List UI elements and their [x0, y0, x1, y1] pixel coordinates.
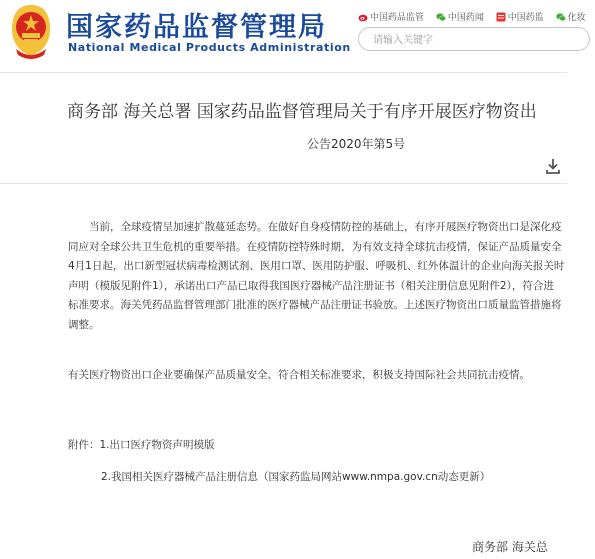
- top-links: [358, 10, 595, 23]
- link-cosmetics[interactable]: [556, 10, 586, 23]
- link-label: 中国药闻: [447, 13, 484, 23]
- link-toutiao[interactable]: [496, 10, 544, 23]
- search-input[interactable]: [371, 31, 575, 49]
- paragraph-line: 同应对全球公共卫生危机的重要举措。在疫情防控特殊时期，为有效支持全球抗击疫情，保证产品质量安全: [68, 240, 562, 253]
- header-divider: [0, 72, 567, 73]
- wechat-icon: [556, 12, 566, 22]
- national-emblem-icon: [8, 3, 54, 61]
- site-header: [0, 0, 586, 66]
- attachment-2: 2.我国相关医疗器械产品注册信息（国家药监局网站www.nmpa.gov.cn动态更新）: [101, 471, 491, 483]
- signature: 商务部 海关总: [472, 540, 548, 554]
- paragraph-line: 标准要求。海关凭药品监督管理部门批准的医疗器械产品注册证书验放。上述医疗物资出口质量监管措施将: [68, 299, 562, 312]
- paragraph-1: [68, 218, 564, 336]
- paragraph-line: 4月1日起，出口新型冠状病毒检测试剂、医用口罩、医用防护服、呼吸机、红外体温计的企业向海关报关时: [68, 260, 565, 273]
- site-name-cn[interactable]: 国家药品监督管理局: [66, 12, 327, 43]
- paragraph-line: 调整。: [68, 318, 100, 331]
- notice-number: 公告2020年第5号: [307, 137, 406, 151]
- attachment-1: 附件：1.出口医疗物资声明模版: [68, 439, 215, 451]
- link-wechat-news[interactable]: [436, 10, 484, 23]
- download-icon[interactable]: [546, 158, 560, 174]
- paragraph-2: [68, 366, 530, 386]
- weibo-icon: [358, 12, 368, 22]
- search-box: [358, 27, 590, 51]
- link-label: 化妆: [567, 13, 586, 23]
- article-title: 商务部 海关总署 国家药品监督管理局关于有序开展医疗物资出: [67, 102, 537, 122]
- toutiao-icon: [496, 12, 506, 22]
- link-label: 中国药监: [507, 13, 544, 23]
- paragraph-line: 有关医疗物资出口企业要确保产品质量安全、符合相关标准要求，积极支持国际社会共同抗击疫情。: [68, 369, 530, 381]
- content-divider: [0, 183, 567, 184]
- paragraph-line: 当前，全球疫情呈加速扩散蔓延态势。在做好自身疫情防控的基础上，有序开展医疗物资出口是深化疫: [89, 221, 562, 233]
- link-label: 中国药品监管: [370, 13, 425, 23]
- site-name-en: National Medical Products Administration: [68, 41, 351, 54]
- paragraph-line: 声明（模版见附件1），承诺出口产品已取得我国医疗器械产品注册证书（相关注册信息见附件2），符合进: [68, 279, 554, 292]
- wechat-icon: [436, 12, 446, 22]
- link-weibo[interactable]: [358, 10, 424, 23]
